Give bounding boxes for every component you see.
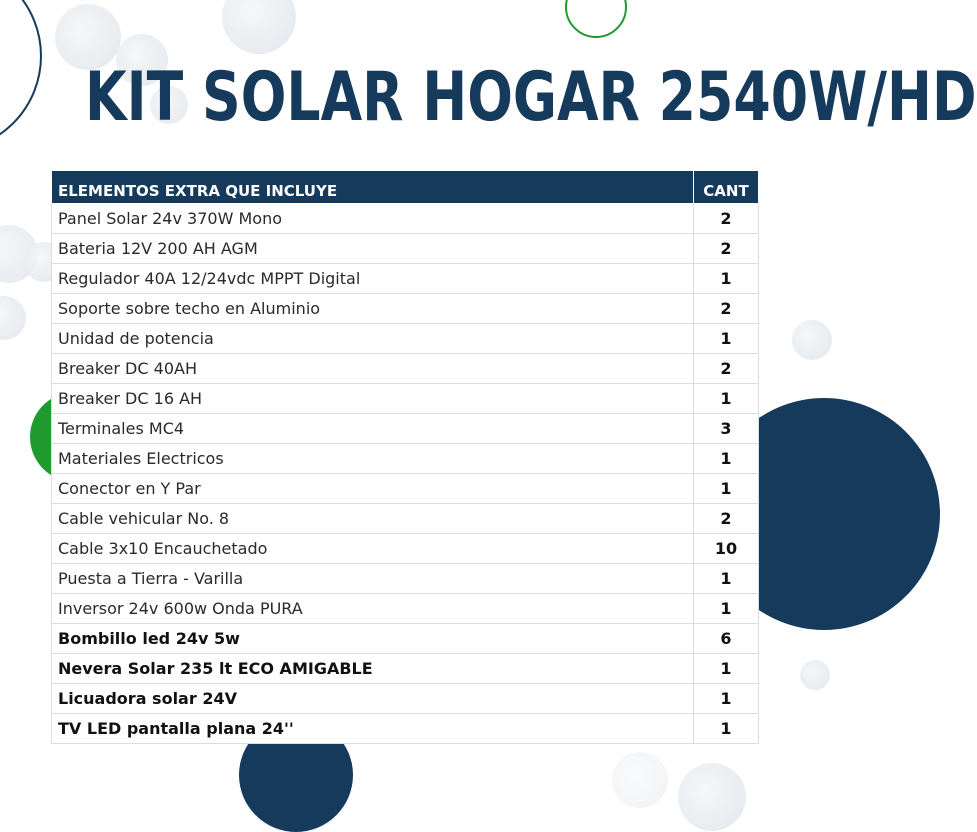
bubble-decoration <box>612 752 668 808</box>
item-name-cell: Regulador 40A 12/24vdc MPPT Digital <box>52 264 694 294</box>
table-row <box>52 414 759 444</box>
table-row <box>52 384 759 414</box>
table-row <box>52 234 759 264</box>
bubble-decoration <box>222 0 296 54</box>
table-header-row <box>52 171 759 204</box>
table-row <box>52 324 759 354</box>
item-name-cell: TV LED pantalla plana 24'' <box>52 714 694 744</box>
bubble-decoration <box>800 660 830 690</box>
bubble-decoration <box>0 296 26 340</box>
item-quantity-cell: 1 <box>694 384 759 414</box>
item-name-cell: Terminales MC4 <box>52 414 694 444</box>
item-quantity-cell: 1 <box>694 264 759 294</box>
bubble-decoration <box>792 320 832 360</box>
item-quantity-cell: 1 <box>694 474 759 504</box>
bubble-decoration <box>678 763 746 831</box>
table-row <box>52 594 759 624</box>
table-row <box>52 624 759 654</box>
item-quantity-cell: 2 <box>694 294 759 324</box>
table-row <box>52 564 759 594</box>
item-name-cell: Licuadora solar 24V <box>52 684 694 714</box>
item-quantity-cell: 1 <box>694 684 759 714</box>
item-quantity-cell: 1 <box>694 654 759 684</box>
table-row <box>52 294 759 324</box>
item-name-cell: Breaker DC 40AH <box>52 354 694 384</box>
table-row <box>52 444 759 474</box>
item-name-cell: Bombillo led 24v 5w <box>52 624 694 654</box>
item-quantity-cell: 2 <box>694 234 759 264</box>
outline-circle-green-top <box>565 0 627 38</box>
item-name-cell: Panel Solar 24v 370W Mono <box>52 204 694 234</box>
column-header-item: ELEMENTOS EXTRA QUE INCLUYE <box>52 171 694 204</box>
column-header-quantity: CANT <box>694 171 759 204</box>
item-name-cell: Nevera Solar 235 lt ECO AMIGABLE <box>52 654 694 684</box>
item-name-cell: Cable 3x10 Encauchetado <box>52 534 694 564</box>
item-quantity-cell: 2 <box>694 504 759 534</box>
table-row <box>52 204 759 234</box>
item-quantity-cell: 1 <box>694 324 759 354</box>
item-quantity-cell: 1 <box>694 594 759 624</box>
item-name-cell: Conector en Y Par <box>52 474 694 504</box>
item-quantity-cell: 2 <box>694 354 759 384</box>
table-row <box>52 654 759 684</box>
item-quantity-cell: 6 <box>694 624 759 654</box>
table-row <box>52 504 759 534</box>
table-row <box>52 264 759 294</box>
item-name-cell: Unidad de potencia <box>52 324 694 354</box>
table-row <box>52 714 759 744</box>
item-name-cell: Bateria 12V 200 AH AGM <box>52 234 694 264</box>
item-quantity-cell: 1 <box>694 444 759 474</box>
item-name-cell: Soporte sobre techo en Aluminio <box>52 294 694 324</box>
item-quantity-cell: 3 <box>694 414 759 444</box>
item-quantity-cell: 10 <box>694 534 759 564</box>
item-name-cell: Puesta a Tierra - Varilla <box>52 564 694 594</box>
table-row <box>52 354 759 384</box>
page-title: KIT SOLAR HOGAR 2540W/HD <box>85 58 977 137</box>
table-row <box>52 534 759 564</box>
outline-circle-top-left <box>0 0 42 152</box>
kit-items-table <box>51 170 759 744</box>
item-quantity-cell: 2 <box>694 204 759 234</box>
item-name-cell: Inversor 24v 600w Onda PURA <box>52 594 694 624</box>
item-name-cell: Breaker DC 16 AH <box>52 384 694 414</box>
item-name-cell: Cable vehicular No. 8 <box>52 504 694 534</box>
item-name-cell: Materiales Electricos <box>52 444 694 474</box>
table-row <box>52 474 759 504</box>
item-quantity-cell: 1 <box>694 564 759 594</box>
table-row <box>52 684 759 714</box>
item-quantity-cell: 1 <box>694 714 759 744</box>
